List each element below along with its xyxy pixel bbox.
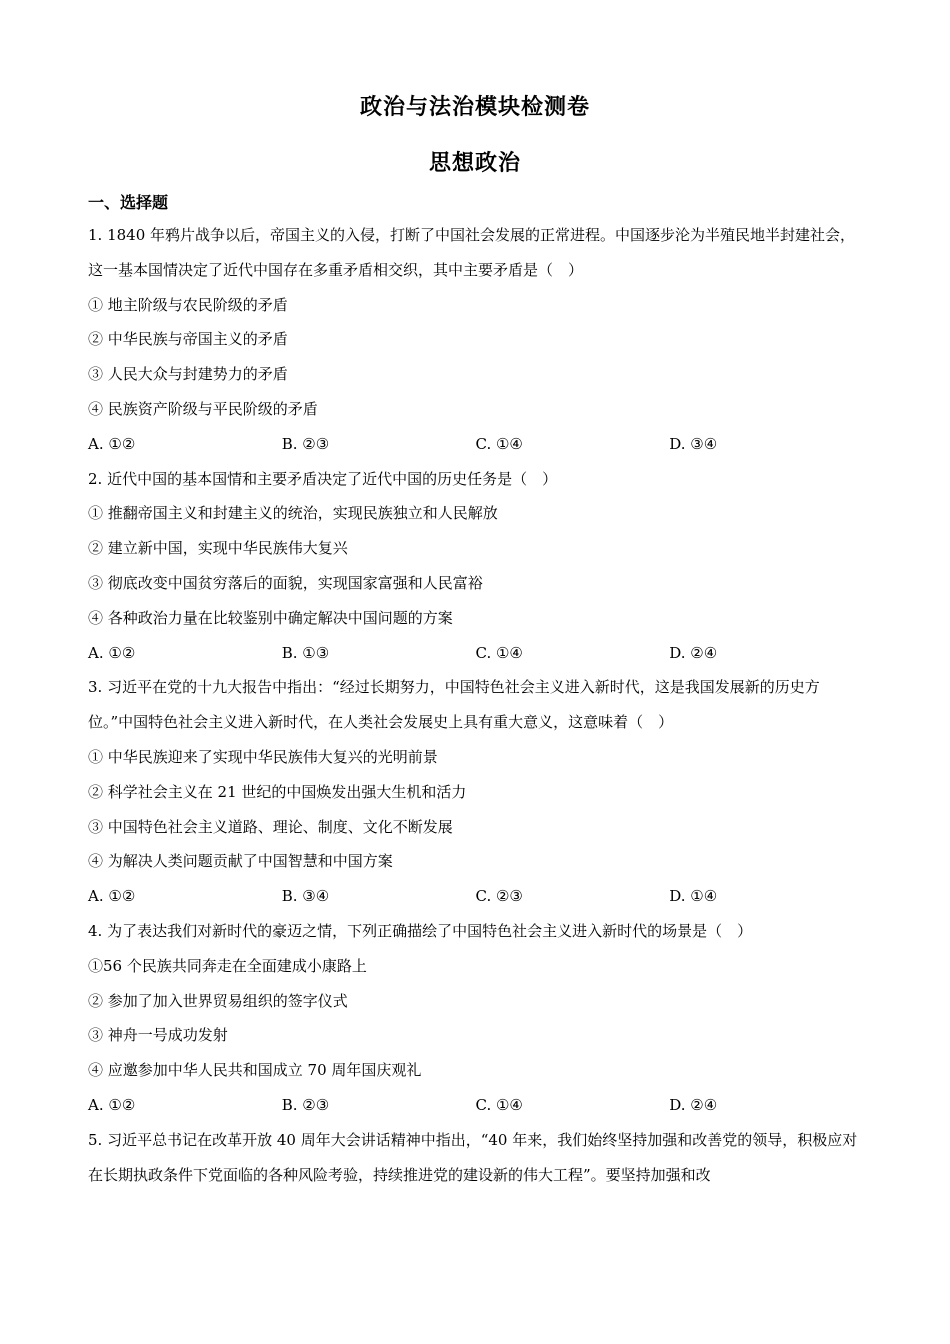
- question-3: [88, 670, 863, 914]
- answer-options: [88, 427, 863, 462]
- option-c[interactable]: C. ②③: [475, 887, 523, 906]
- option-a[interactable]: A. ①②: [88, 434, 136, 453]
- question-stem: 5. 习近平总书记在改革开放 40 周年大会讲话精神中指出，“40 年来，我们始终坚持加强和改善党的领导，积极应对在长期执政条件下党面临的各种风险考验，持续推进党的建设新的伟大工程”。要坚持加强和改: [88, 1130, 858, 1184]
- statement-item: ④ 各种政治力量在比较鉴别中确定解决中国问题的方案: [88, 608, 453, 627]
- statement-item: ③ 彻底改变中国贫穷落后的面貌，实现国家富强和人民富裕: [88, 573, 483, 592]
- statement-item: ① 中华民族迎来了实现中华民族伟大复兴的光明前景: [88, 747, 438, 766]
- statement-item: ① 地主阶级与农民阶级的矛盾: [88, 295, 288, 314]
- statement-item: ③ 神舟一号成功发射: [88, 1026, 228, 1045]
- question-stem: 4. 为了表达我们对新时代的豪迈之情，下列正确描绘了中国特色社会主义进入新时代的场景是（ ）: [88, 921, 753, 940]
- question-4: [88, 914, 863, 1123]
- question-5: [88, 1123, 863, 1193]
- statement-item: ③ 人民大众与封建势力的矛盾: [88, 365, 288, 384]
- question-2: [88, 462, 863, 671]
- question-stem: 3. 习近平在党的十九大报告中指出：“经过长期努力，中国特色社会主义进入新时代，这是我国发展新的历史方位。”中国特色社会主义进入新时代，在人类社会发展史上具有重大意义，这意味着（ ）: [88, 678, 820, 732]
- statement-item: ③ 中国特色社会主义道路、理论、制度、文化不断发展: [88, 817, 453, 836]
- option-c[interactable]: C. ①④: [475, 1095, 523, 1114]
- statement-item: ② 中华民族与帝国主义的矛盾: [88, 330, 288, 349]
- option-a[interactable]: A. ①②: [88, 887, 136, 906]
- answer-options: [88, 879, 863, 914]
- option-c[interactable]: C. ①④: [475, 434, 523, 453]
- option-b[interactable]: B. ①③: [281, 643, 330, 662]
- option-b[interactable]: B. ②③: [281, 1095, 330, 1114]
- answer-options: [88, 636, 863, 671]
- statement-item: ①56 个民族共同奔走在全面建成小康路上: [88, 956, 367, 975]
- statement-item: ④ 民族资产阶级与平民阶级的矛盾: [88, 399, 318, 418]
- option-d[interactable]: D. ②④: [669, 643, 718, 662]
- answer-options: [88, 1088, 863, 1123]
- option-d[interactable]: D. ②④: [669, 1095, 718, 1114]
- option-b[interactable]: B. ②③: [281, 434, 330, 453]
- option-a[interactable]: A. ①②: [88, 1095, 136, 1114]
- statement-item: ② 科学社会主义在 21 世纪的中国焕发出强大生机和活力: [88, 782, 467, 801]
- question-stem: 2. 近代中国的基本国情和主要矛盾决定了近代中国的历史任务是（ ）: [88, 469, 558, 488]
- option-d[interactable]: D. ③④: [669, 434, 718, 453]
- statement-item: ① 推翻帝国主义和封建主义的统治，实现民族独立和人民解放: [88, 504, 498, 523]
- document-subtitle: 思想政治: [428, 150, 521, 176]
- statement-item: ② 参加了加入世界贸易组织的签字仪式: [88, 991, 348, 1010]
- statement-item: ④ 为解决人类问题贡献了中国智慧和中国方案: [88, 852, 393, 871]
- question-1: [88, 218, 863, 462]
- section-heading: 一、选择题: [88, 193, 169, 212]
- question-list: [88, 218, 863, 1192]
- option-d[interactable]: D. ①④: [669, 887, 718, 906]
- statement-item: ④ 应邀参加中华人民共和国成立 70 周年国庆观礼: [88, 1061, 422, 1080]
- option-c[interactable]: C. ①④: [475, 643, 523, 662]
- question-stem: 1. 1840 年鸦片战争以后，帝国主义的入侵，打断了中国社会发展的正常进程。中国逐步沦为半殖民地半封建社会，这一基本国情决定了近代中国存在多重矛盾相交织，其中主要矛盾是（ ）: [88, 226, 856, 279]
- option-a[interactable]: A. ①②: [88, 643, 136, 662]
- statement-item: ② 建立新中国，实现中华民族伟大复兴: [88, 539, 348, 558]
- option-b[interactable]: B. ③④: [281, 887, 330, 906]
- document-title: 政治与法治模块检测卷: [359, 94, 590, 120]
